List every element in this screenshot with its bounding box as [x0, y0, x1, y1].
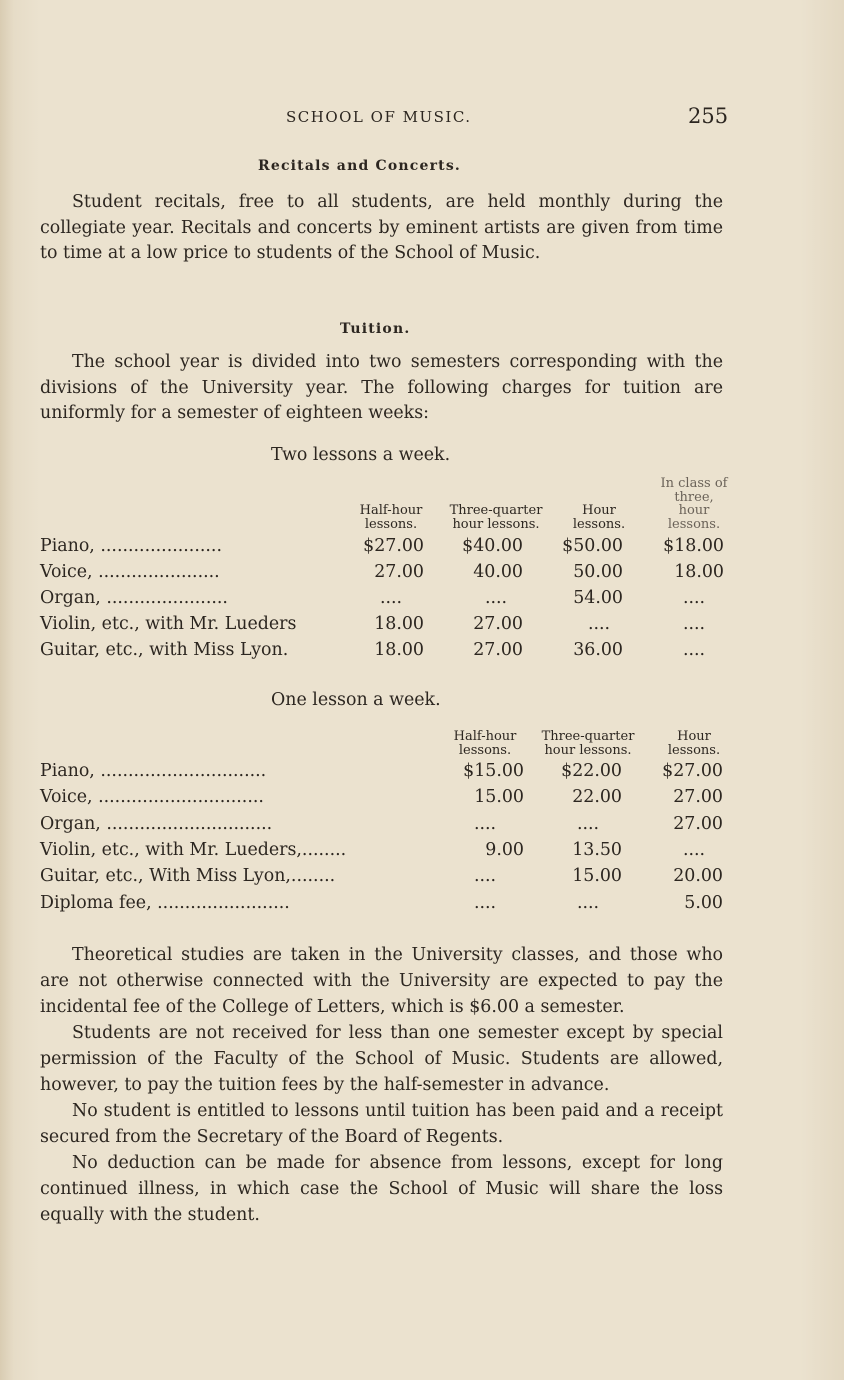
table-two-cell: .... [379, 588, 403, 608]
column-header-line: Half-hour [453, 729, 517, 744]
column-header [331, 504, 451, 531]
table-one-cell: 5.00 [684, 892, 723, 913]
notes-section [40, 942, 723, 1228]
table-two-cell: $50.00 [562, 536, 623, 556]
table-two-cell: $27.00 [363, 536, 424, 556]
table-one-row-label: Guitar, etc., With Miss Lyon,........ [40, 866, 336, 887]
table-two-cell: 50.00 [573, 562, 623, 582]
table-two-row-label: Piano, ...................... [40, 536, 222, 556]
note-paragraph: Students are not received for less than one semester except by special permission of the Faculty of the School of Music. Students are allowed, however, to pay the tuition fees by the half-semester in advance. [40, 1023, 723, 1095]
column-header-line: In class of [660, 476, 728, 491]
table-two-row-label: Voice, ...................... [40, 562, 220, 582]
table-one-cell: 20.00 [673, 866, 723, 887]
recitals-paragraph [40, 190, 723, 267]
table-one-cell: .... [576, 892, 600, 913]
table-one-cell: 22.00 [572, 787, 622, 808]
table-one-cell: 27.00 [673, 813, 723, 834]
table-one-cell: 15.00 [572, 866, 622, 887]
column-header-line: lessons. [364, 516, 418, 532]
note-paragraph: No deduction can be made for absence from lessons, except for long continued illness, in which case the School of Music will share the loss equally with the student. [40, 1153, 723, 1225]
note-paragraph: No student is entitled to lessons until tuition has been paid and a receipt secured from the Secretary of the Board of Regents. [40, 1101, 723, 1147]
table-two-cell: 18.00 [674, 562, 724, 582]
column-header-line: Three-quarter [541, 729, 635, 744]
table-one-cell: .... [682, 839, 706, 860]
column-header [425, 730, 545, 757]
table-two-cell: .... [682, 614, 706, 634]
table-two-cell: $18.00 [663, 536, 724, 556]
column-header-line: Hour [582, 503, 616, 518]
column-header-line: three, [674, 489, 714, 505]
table-one-cell: $15.00 [463, 761, 524, 781]
tuition-heading: Tuition. [340, 321, 411, 337]
table-two-cell: 27.00 [473, 614, 523, 634]
column-header-line: Hour [677, 729, 711, 744]
tuition-paragraph [40, 350, 723, 427]
table-one-cell: $22.00 [561, 761, 622, 781]
table-two-cell: .... [682, 588, 706, 608]
table-two-cell: 40.00 [473, 562, 523, 582]
column-header-line: hour lessons. [452, 516, 540, 532]
table-one-row-label: Piano, .............................. [40, 761, 267, 781]
tuition-text: The school year is divided into two semesters corresponding with the divisions of the University year. The following charges for tuition are uniformly for a semester of eighteen weeks: [40, 352, 723, 424]
table-two-cell: .... [682, 640, 706, 660]
table-two-cell: 18.00 [374, 614, 424, 634]
table-one-row-label: Diploma fee, ........................ [40, 892, 290, 913]
column-header-line: lessons. [667, 516, 721, 532]
column-header [436, 504, 556, 531]
column-header-line: lessons. [667, 742, 721, 758]
table-two-cell: $40.00 [462, 536, 523, 556]
table-one-cell: $27.00 [662, 761, 723, 781]
column-header [634, 477, 754, 531]
column-header-line: hour [678, 503, 710, 518]
table-two-cell: .... [587, 614, 611, 634]
column-header-line: Half-hour [359, 503, 423, 518]
table-two-row-label: Guitar, etc., with Miss Lyon. [40, 640, 289, 660]
table-two-cell: 54.00 [573, 588, 623, 608]
table-two-caption: Two lessons a week. [271, 445, 451, 465]
table-one-cell: .... [473, 892, 497, 913]
note-paragraph: Theoretical studies are taken in the University classes, and those who are not otherwise connected with the University are expected to pay the incidental fee of the College of Letters, which is $6.00 a semester. [40, 945, 723, 1017]
table-one-cell: 15.00 [474, 787, 524, 808]
table-two-cell: 27.00 [374, 562, 424, 582]
table-one-row-label: Voice, .............................. [40, 787, 264, 808]
column-header [634, 730, 754, 757]
column-header-line: lessons. [572, 516, 626, 532]
column-header-line: hour lessons. [544, 742, 632, 758]
table-one-cell: .... [473, 813, 497, 834]
running-title: SCHOOL OF MUSIC. [286, 108, 472, 126]
column-header [528, 730, 648, 757]
table-two-cell: 18.00 [374, 640, 424, 660]
recitals-text: Student recitals, free to all students, are held monthly during the collegiate year. Recitals and concerts by eminent artists are given from time to time at a low price to students of the School of Music. [40, 192, 723, 264]
recitals-heading: Recitals and Concerts. [258, 158, 461, 174]
table-one-caption: One lesson a week. [271, 690, 441, 710]
table-two-cell: .... [484, 588, 508, 608]
table-one-row-label: Organ, .............................. [40, 813, 273, 834]
table-two-row-label: Violin, etc., with Mr. Lueders [40, 614, 297, 634]
column-header-line: lessons. [458, 742, 512, 758]
table-two-row-label: Organ, ...................... [40, 588, 228, 608]
column-header-line: Three-quarter [449, 503, 543, 518]
table-one-cell: 9.00 [485, 839, 524, 860]
table-one-row-label: Violin, etc., with Mr. Lueders,........ [40, 839, 347, 860]
table-one-cell: 13.50 [572, 839, 622, 860]
table-one-cell: 27.00 [673, 787, 723, 808]
table-two-cell: 27.00 [473, 640, 523, 660]
table-one-cell: .... [473, 866, 497, 887]
page-number: 255 [688, 104, 729, 128]
table-one-cell: .... [576, 813, 600, 834]
table-two-cell: 36.00 [573, 640, 623, 660]
